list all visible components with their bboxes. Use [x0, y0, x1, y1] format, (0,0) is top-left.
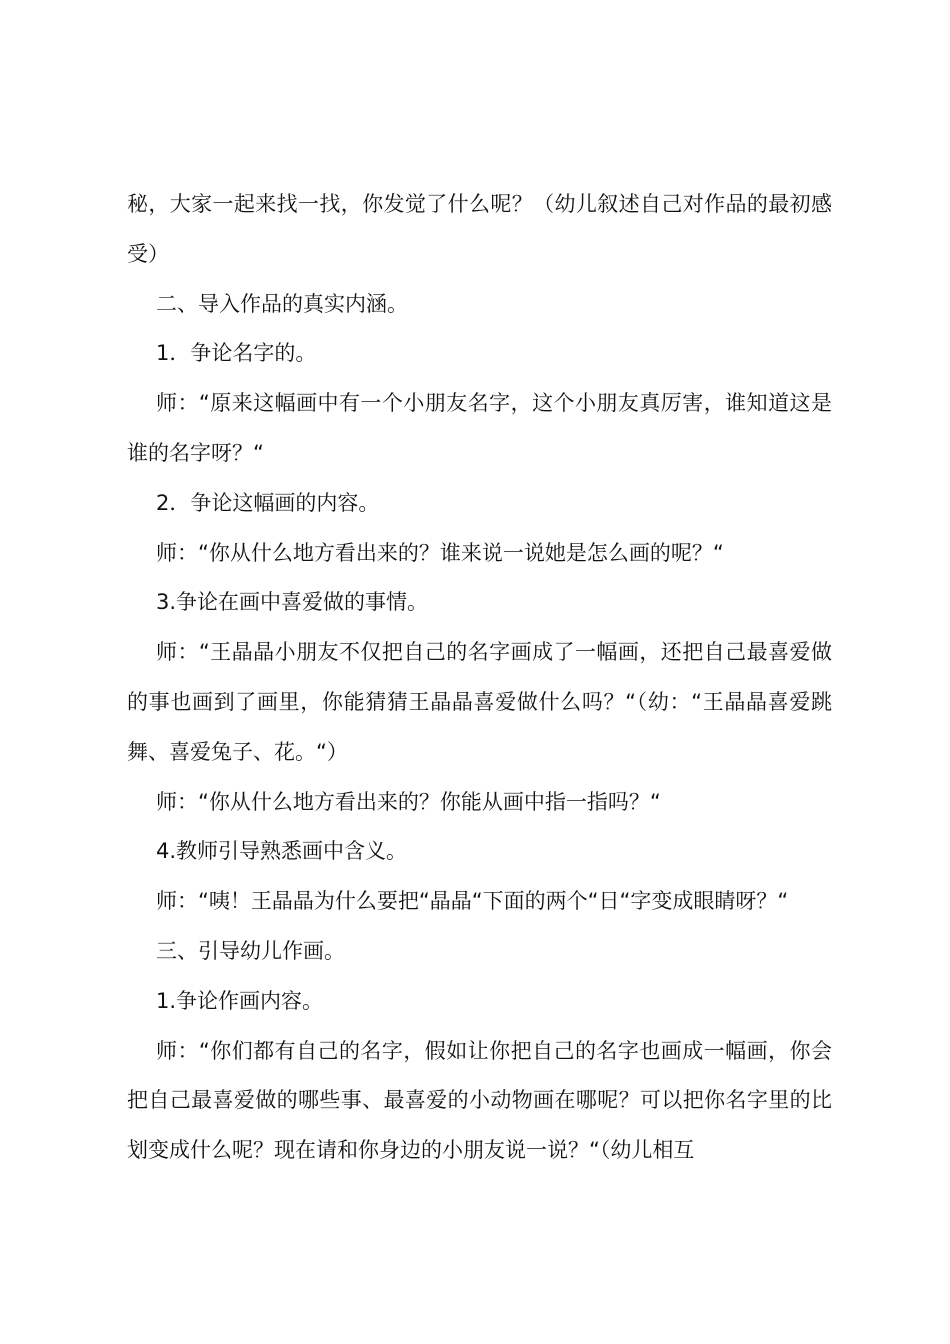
item-heading-2-2: 2．争论这幅画的内容。: [156, 490, 380, 515]
teacher-line: 师：“你从什么地方看出来的？你能从画中指一指吗？“: [156, 789, 661, 814]
teacher-line: 师：“原来这幅画中有一个小朋友名字，这个小朋友真厉害，谁知道这是谁的名字呀？“: [127, 391, 832, 465]
item-heading-3-1: 1.争论作画内容。: [156, 988, 324, 1013]
teacher-line: 师：“你们都有自己的名字，假如让你把自己的名字也画成一幅画，你会把自己最喜爱做的哪些事、最喜爱的小动物画在哪呢？可以把你名字里的比划变成什么呢？现在请和你身边的小朋友说一说？“（幼儿相互: [127, 1038, 832, 1163]
item-heading-2-1: 1．争论名字的。: [156, 341, 317, 366]
paragraph-continuation: 秘，大家一起来找一找，你发觉了什么呢？（幼儿叙述自己对作品的最初感受）: [127, 192, 832, 266]
item-heading-2-3: 3.争论在画中喜爱做的事情。: [156, 590, 429, 615]
teacher-line: 师：“你从什么地方看出来的？谁来说一说她是怎么画的呢？“: [156, 540, 724, 565]
section-heading-3: 三、引导幼儿作画。: [156, 938, 345, 963]
section-heading-2: 二、导入作品的真实内涵。: [156, 291, 408, 316]
item-heading-2-4: 4.教师引导熟悉画中含义。: [156, 839, 408, 864]
teacher-line: 师：“王晶晶小朋友不仅把自己的名字画成了一幅画，还把自己最喜爱做的事也画到了画里，你能猜猜王晶晶喜爱做什么吗？“（幼：“王晶晶喜爱跳舞、喜爱兔子、花。“）: [127, 640, 832, 764]
document-body: [127, 180, 832, 1176]
teacher-line: 师：“咦！王晶晶为什么要把“晶晶“下面的两个“日“字变成眼睛呀？“: [156, 889, 789, 914]
